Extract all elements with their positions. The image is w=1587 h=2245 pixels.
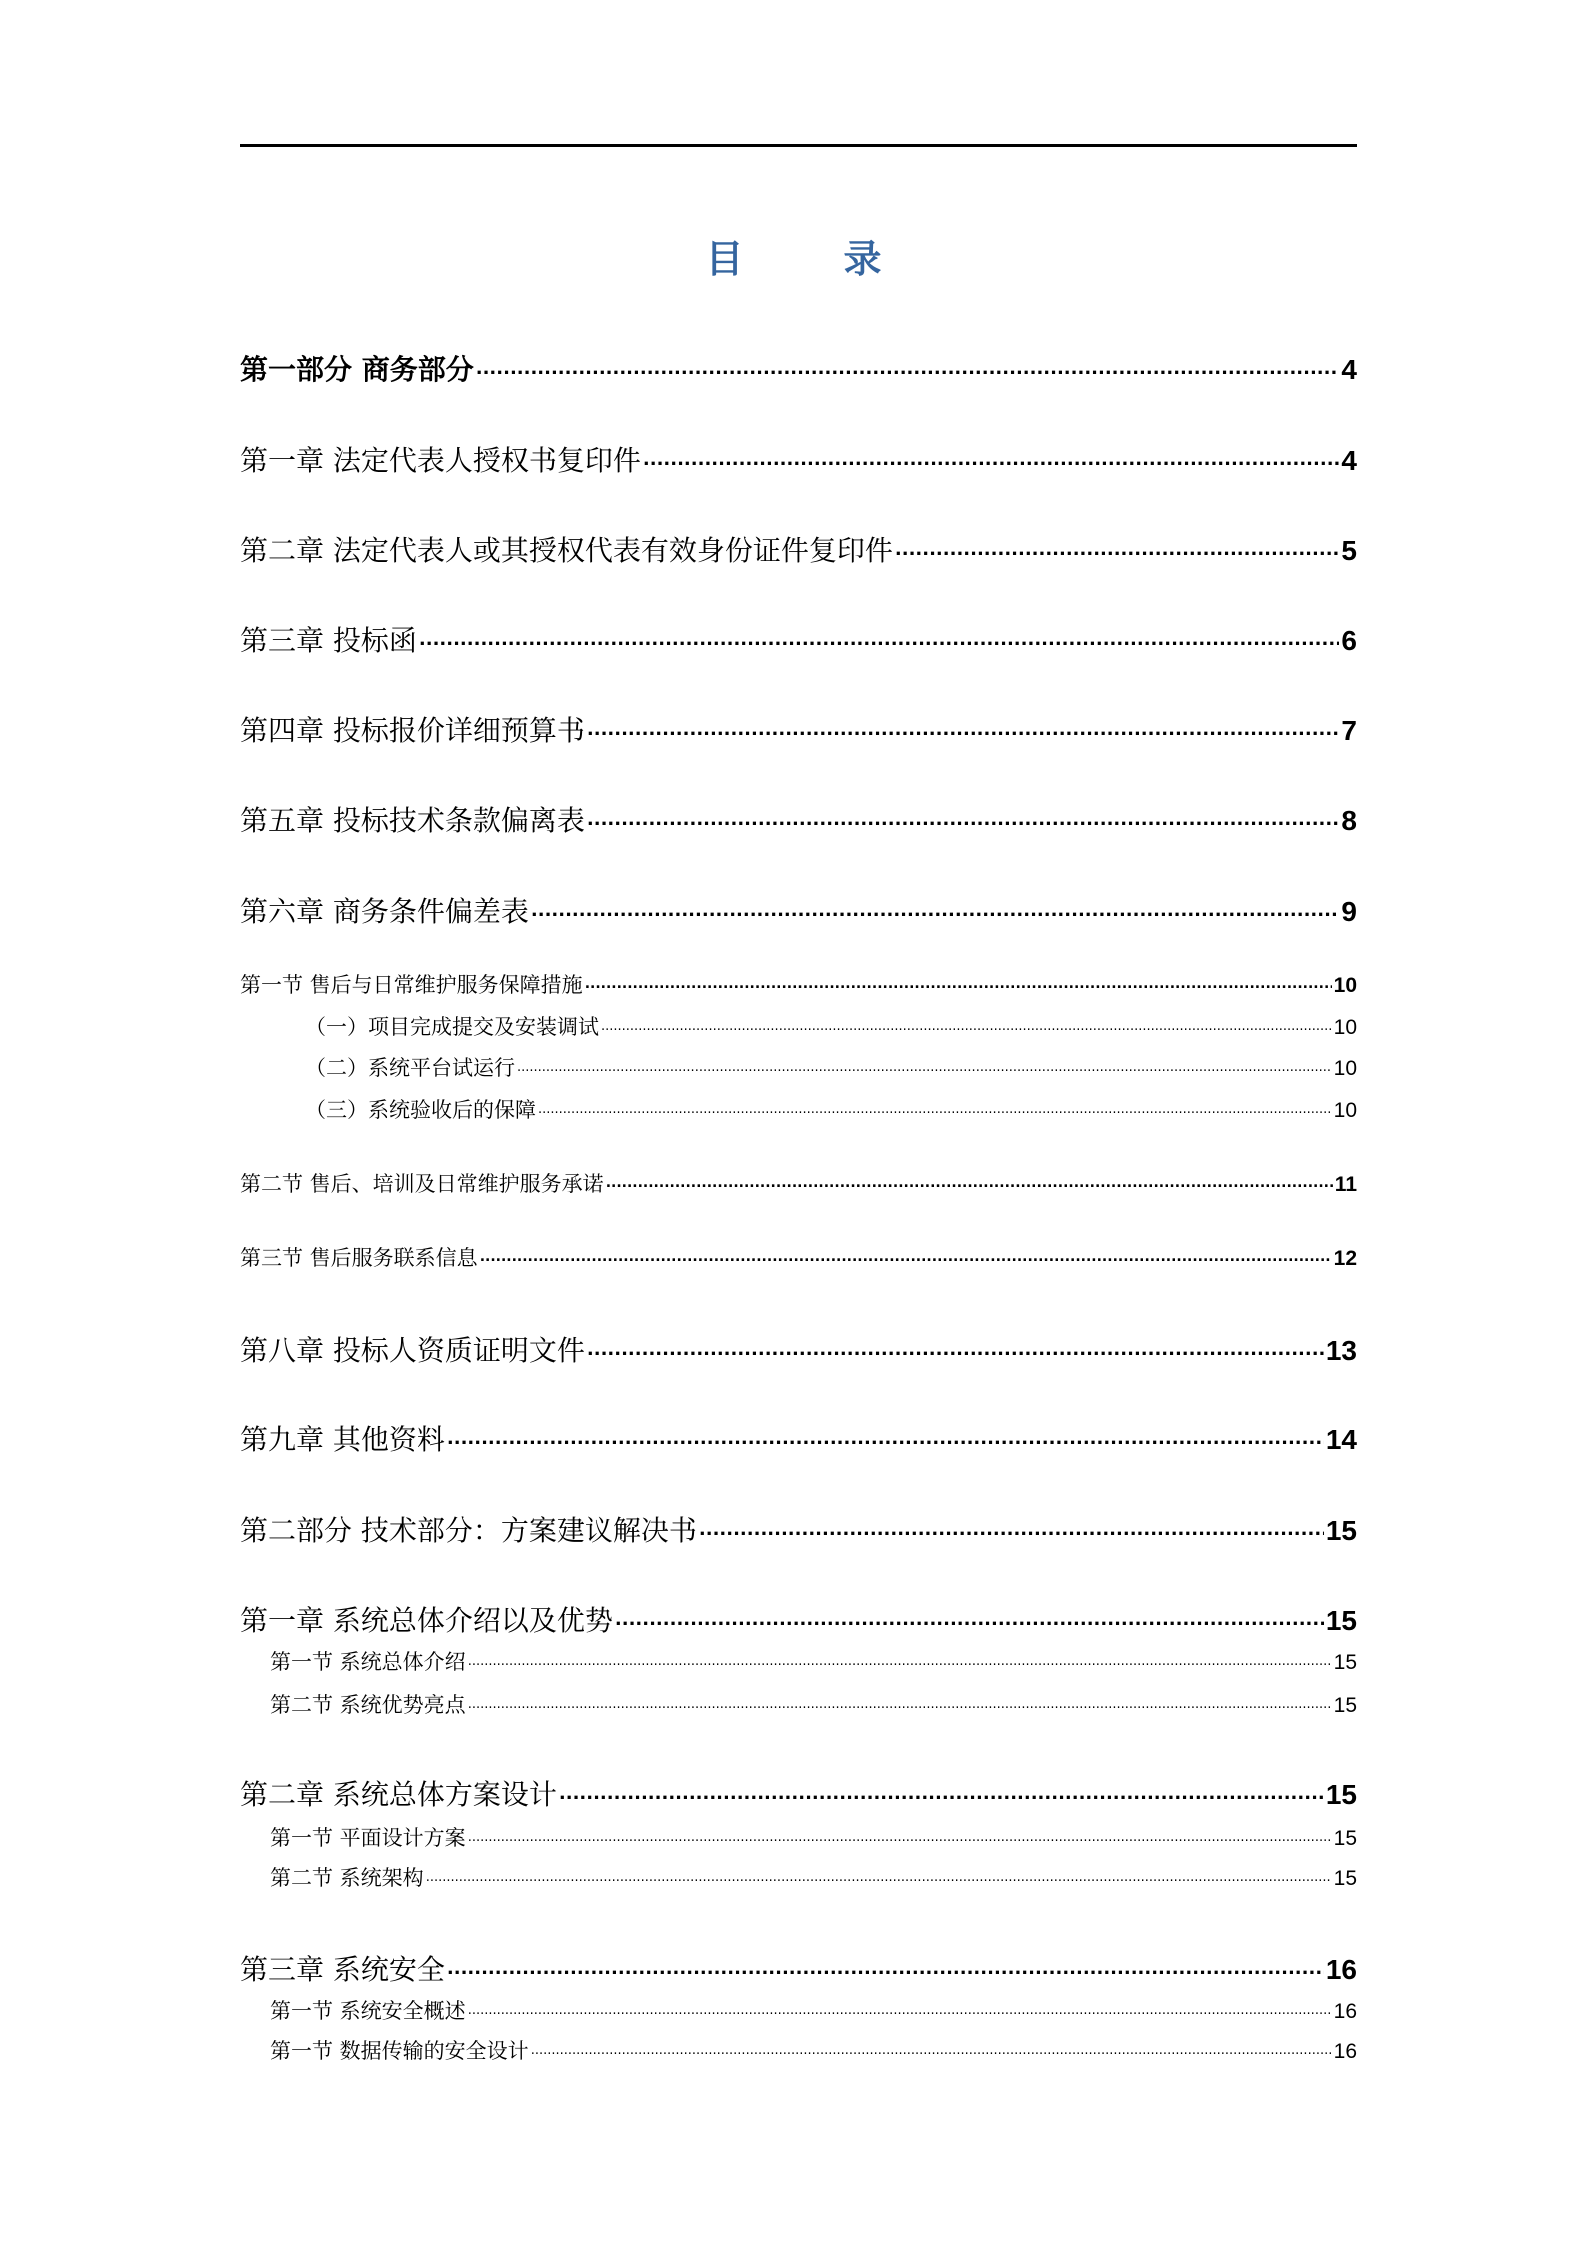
toc-page-number: 4 — [1341, 354, 1357, 385]
toc-entry-label: 第一部分 商务部分 — [240, 353, 474, 386]
toc-page-number: 10 — [1333, 1016, 1357, 1039]
toc-entry-chapter[interactable] — [240, 1329, 1357, 1369]
toc-page-number: 16 — [1333, 2000, 1357, 2023]
header-rule — [240, 144, 1357, 147]
toc-page-number: 15 — [1333, 1827, 1357, 1850]
toc-dot-leader — [517, 1054, 1332, 1075]
toc-entry-label: 第一章 系统总体介绍以及优势 — [240, 1604, 613, 1637]
toc-dot-leader — [538, 1096, 1332, 1117]
toc-entry-sub[interactable] — [240, 1094, 1357, 1124]
toc-entry-ind-section[interactable] — [240, 2035, 1357, 2065]
toc-title-char-1: 目 — [705, 237, 744, 281]
toc-entry-ind-section[interactable] — [240, 1822, 1357, 1852]
toc-dot-leader — [699, 1512, 1324, 1540]
toc-entry-chapter[interactable] — [240, 1773, 1357, 1813]
toc-dot-leader — [587, 802, 1340, 830]
toc-dot-leader — [468, 1997, 1332, 2018]
toc-dot-leader — [447, 1951, 1324, 1979]
toc-entry-chapter[interactable] — [240, 619, 1357, 659]
toc-entry-chapter[interactable] — [240, 1948, 1357, 1988]
toc-entry-label: 第一节 数据传输的安全设计 — [270, 2039, 529, 2063]
toc-entry-section[interactable] — [240, 1242, 1357, 1272]
toc-dot-leader — [601, 1013, 1332, 1034]
toc-entry-label: 第一节 售后与日常维护服务保障措施 — [240, 973, 583, 997]
toc-entry-label: 第二部分 技术部分：方案建议解决书 — [240, 1514, 697, 1547]
toc-page-number: 12 — [1333, 1247, 1357, 1270]
toc-entry-label: （一）项目完成提交及安装调试 — [305, 1015, 599, 1039]
toc-entry-label: 第二章 系统总体方案设计 — [240, 1778, 557, 1811]
toc-entry-label: 第一节 平面设计方案 — [270, 1826, 466, 1850]
toc-dot-leader — [587, 1332, 1324, 1360]
toc-dot-leader — [643, 442, 1340, 470]
toc-page-number: 15 — [1325, 1515, 1357, 1546]
toc-entry-section[interactable] — [240, 969, 1357, 999]
toc-dot-leader — [476, 351, 1340, 379]
toc-entry-label: 第二节 售后、培训及日常维护服务承诺 — [240, 1172, 604, 1196]
toc-page-number: 15 — [1325, 1605, 1357, 1636]
toc-page-number: 5 — [1341, 535, 1357, 566]
toc-dot-leader — [468, 1691, 1332, 1712]
toc-entry-label: 第二节 系统优势亮点 — [270, 1693, 466, 1717]
toc-page-number: 15 — [1333, 1651, 1357, 1674]
toc-dot-leader — [585, 971, 1332, 992]
toc-entry-label: 第八章 投标人资质证明文件 — [240, 1334, 585, 1367]
toc-dot-leader — [531, 893, 1340, 921]
toc-dot-leader — [468, 1824, 1332, 1845]
toc-entry-label: 第一节 系统总体介绍 — [270, 1650, 466, 1674]
toc-entry-label: （三）系统验收后的保障 — [305, 1098, 536, 1122]
toc-entry-ind-section[interactable] — [240, 1646, 1357, 1676]
toc-entry-chapter[interactable] — [240, 529, 1357, 569]
toc-entry-label: （二）系统平台试运行 — [305, 1056, 515, 1080]
toc-entry-chapter[interactable] — [240, 1599, 1357, 1639]
toc-dot-leader — [606, 1170, 1333, 1191]
toc-entry-ind-section[interactable] — [240, 1995, 1357, 2025]
toc-entry-label: 第一节 系统安全概述 — [270, 1999, 466, 2023]
toc-title — [0, 228, 1587, 283]
toc-page-number: 14 — [1325, 1424, 1357, 1455]
toc-entry-label: 第三章 系统安全 — [240, 1953, 445, 1986]
toc-page-number: 15 — [1333, 1867, 1357, 1890]
toc-page-number: 15 — [1325, 1779, 1357, 1810]
toc-entry-label: 第九章 其他资料 — [240, 1423, 445, 1456]
toc-entry-chapter[interactable] — [240, 1418, 1357, 1458]
toc-title-char-2: 录 — [843, 237, 882, 281]
toc-page-number: 10 — [1333, 974, 1357, 997]
toc-entry-chapter[interactable] — [240, 1509, 1357, 1549]
toc-page-number: 13 — [1325, 1335, 1357, 1366]
toc-entry-sub[interactable] — [240, 1011, 1357, 1041]
toc-entry-chapter[interactable] — [240, 890, 1357, 930]
toc-page-number: 4 — [1341, 445, 1357, 476]
toc-dot-leader — [480, 1244, 1332, 1265]
toc-page-number: 16 — [1333, 2040, 1357, 2063]
toc-entry-ind-section[interactable] — [240, 1689, 1357, 1719]
toc-entry-section[interactable] — [240, 1168, 1357, 1198]
toc-entry-ind-section[interactable] — [240, 1862, 1357, 1892]
toc-dot-leader — [587, 712, 1340, 740]
toc-page-number: 15 — [1333, 1694, 1357, 1717]
toc-page-number: 8 — [1341, 805, 1357, 836]
toc-page-number: 16 — [1325, 1954, 1357, 1985]
toc-entry-label: 第六章 商务条件偏差表 — [240, 895, 529, 928]
toc-dot-leader — [895, 532, 1340, 560]
toc-entry-label: 第二节 系统架构 — [270, 1866, 424, 1890]
toc-entry-label: 第五章 投标技术条款偏离表 — [240, 804, 585, 837]
toc-entry-label: 第一章 法定代表人授权书复印件 — [240, 444, 641, 477]
toc-entry-chapter[interactable] — [240, 709, 1357, 749]
toc-entry-sub[interactable] — [240, 1052, 1357, 1082]
toc-dot-leader — [531, 2037, 1332, 2058]
toc-page-number: 6 — [1341, 625, 1357, 656]
toc-entry-chapter[interactable] — [240, 439, 1357, 479]
toc-page-number: 10 — [1333, 1099, 1357, 1122]
toc-entry-label: 第三章 投标函 — [240, 624, 417, 657]
toc-page-number: 10 — [1333, 1057, 1357, 1080]
toc-page-number: 9 — [1341, 896, 1357, 927]
toc-entry-label: 第三节 售后服务联系信息 — [240, 1246, 478, 1270]
toc-entry-chapter[interactable] — [240, 799, 1357, 839]
toc-page-number: 7 — [1341, 715, 1357, 746]
toc-dot-leader — [419, 622, 1340, 650]
toc-entry-part[interactable] — [240, 348, 1357, 388]
toc-page-number: 11 — [1334, 1173, 1357, 1196]
toc-entry-label: 第二章 法定代表人或其授权代表有效身份证件复印件 — [240, 534, 893, 567]
toc-dot-leader — [615, 1602, 1324, 1630]
toc-dot-leader — [426, 1864, 1332, 1885]
toc-dot-leader — [559, 1776, 1324, 1804]
toc-dot-leader — [468, 1648, 1332, 1669]
toc-entry-label: 第四章 投标报价详细预算书 — [240, 714, 585, 747]
toc-dot-leader — [447, 1421, 1324, 1449]
